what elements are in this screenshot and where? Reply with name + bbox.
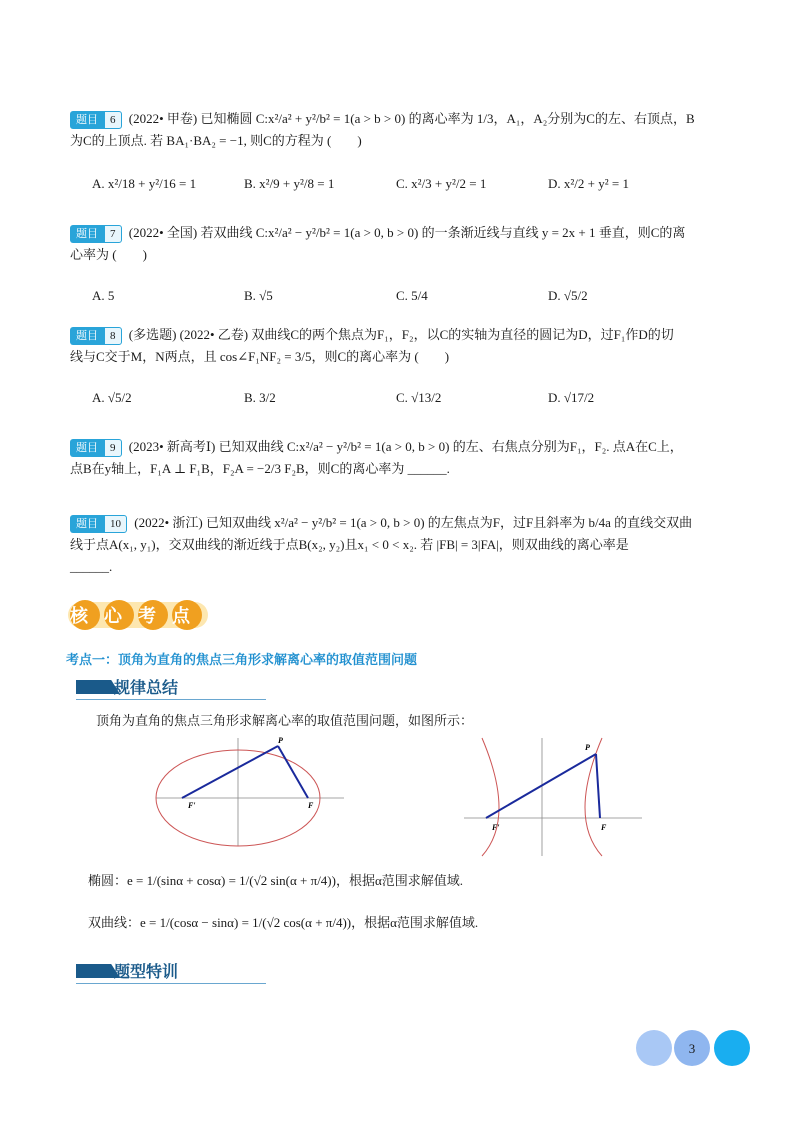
section-rule-summary bbox=[76, 676, 266, 700]
section-underline bbox=[76, 983, 266, 984]
option-d: D. √17/2 bbox=[548, 390, 595, 405]
question-text-line1: (2023• 新高考Ⅰ) 已知双曲线 C:x²/a² − y²/b² = 1(a > 0, b > 0) 的左、右焦点分别为F₁，F₂. 点A在C上， bbox=[128, 439, 683, 454]
question-text-line1: (2022• 浙江) 已知双曲线 x²/a² − y²/b² = 1(a > 0, b > 0) 的左焦点为F，过F且斜率为 b/4a 的直线交双曲 bbox=[134, 515, 693, 530]
question-text-line2: 为C的上顶点. 若 BA₁·BA₂ = −1, 则C的方程为 ( ) bbox=[70, 133, 362, 148]
question-text-line2: 心率为 ( ) bbox=[70, 247, 147, 262]
section-underline bbox=[76, 699, 266, 700]
option-a: A. √5/2 bbox=[92, 390, 132, 405]
focus-f1-label: F′ bbox=[492, 823, 500, 832]
question-text-line1: (2022• 全国) 若双曲线 C:x²/a² − y²/b² = 1(a > 0, b > 0) 的一条渐近线与直线 y = 2x + 1 垂直，则C的离 bbox=[128, 225, 686, 240]
question-text-line1: (多选题) (2022• 乙卷) 双曲线C的两个焦点为F₁，F₂，以C的实轴为直径的圆记为D，过F₁作D的切 bbox=[128, 327, 674, 342]
question-text-line2: 线于点A(x₁, y₁)，交双曲线的渐近线于点B(x₂, y₂)且x₁ < 0 < x₂. 若 |FB| = 3|FA|，则双曲线的离心率是 bbox=[70, 537, 629, 552]
focus-f-label: F bbox=[308, 801, 314, 810]
option-d: D. √5/2 bbox=[548, 288, 588, 303]
page-number: 3 bbox=[688, 1041, 696, 1056]
section-training bbox=[76, 960, 266, 984]
core-points-heading bbox=[68, 598, 208, 632]
intro-text: 顶角为直角的焦点三角形求解离心率的取值范围问题，如图所示： bbox=[96, 713, 474, 728]
question-text-line1: (2022• 甲卷) 已知椭圆 C:x²/a² + y²/b² = 1(a > b > 0) 的离心率为 1/3，A₁，A₂分别为C的左、右顶点，B bbox=[128, 111, 695, 126]
option-a: A. x²/18 + y²/16 = 1 bbox=[92, 176, 197, 191]
option-b: B. x²/9 + y²/8 = 1 bbox=[244, 176, 335, 191]
option-c: C. √13/2 bbox=[396, 390, 442, 405]
point-p-label: P bbox=[278, 736, 283, 745]
section-title: 题型特训 bbox=[114, 962, 179, 981]
formula-ellipse: 椭圆：e = 1/(sinα + cosα) = 1/(√2 sin(α + π/4))，根据α范围求解值域. bbox=[88, 873, 464, 888]
option-b: B. √5 bbox=[244, 288, 273, 303]
kaodian-title: 考点一：顶角为直角的焦点三角形求解离心率的取值范围问题 bbox=[66, 653, 418, 668]
question-badge: 题目 6 bbox=[70, 111, 122, 129]
question-badge: 题目 10 bbox=[70, 515, 127, 533]
question-8 bbox=[70, 324, 730, 368]
option-c: C. 5/4 bbox=[396, 288, 428, 303]
option-c: C. x²/3 + y²/2 = 1 bbox=[396, 176, 487, 191]
section-title: 规律总结 bbox=[114, 678, 179, 697]
formula-hyperbola: 双曲线：e = 1/(cosα − sinα) = 1/(√2 cos(α + π/4))，根据α范围求解值域. bbox=[88, 915, 479, 930]
question-9 bbox=[70, 436, 730, 480]
question-badge: 题目 8 bbox=[70, 327, 122, 345]
core-heading-text: 核心考点 bbox=[70, 606, 206, 627]
page-number-badge bbox=[636, 1030, 756, 1066]
question-text-line3: ______. bbox=[70, 559, 113, 574]
option-b: B. 3/2 bbox=[244, 390, 276, 405]
question-text-line2: 线与C交于M，N两点，且 cos∠F₁NF₂ = 3/5，则C的离心率为 ( ) bbox=[70, 349, 450, 364]
option-d: D. x²/2 + y² = 1 bbox=[548, 176, 629, 191]
option-a: A. 5 bbox=[92, 288, 115, 303]
hyperbola-figure bbox=[458, 736, 648, 858]
question-10 bbox=[70, 512, 730, 578]
focus-f1-label: F′ bbox=[188, 801, 196, 810]
question-7 bbox=[70, 222, 730, 266]
question-text-line2: 点B在y轴上，F₁A ⊥ F₁B，F₂A = −2/3 F₂B，则C的离心率为 ______. bbox=[70, 461, 450, 476]
question-badge: 题目 9 bbox=[70, 439, 122, 457]
question-badge: 题目 7 bbox=[70, 225, 122, 243]
question-6 bbox=[70, 108, 730, 152]
focus-f-label: F bbox=[601, 823, 607, 832]
point-p-label: P bbox=[585, 743, 590, 752]
ellipse-figure bbox=[150, 736, 350, 848]
